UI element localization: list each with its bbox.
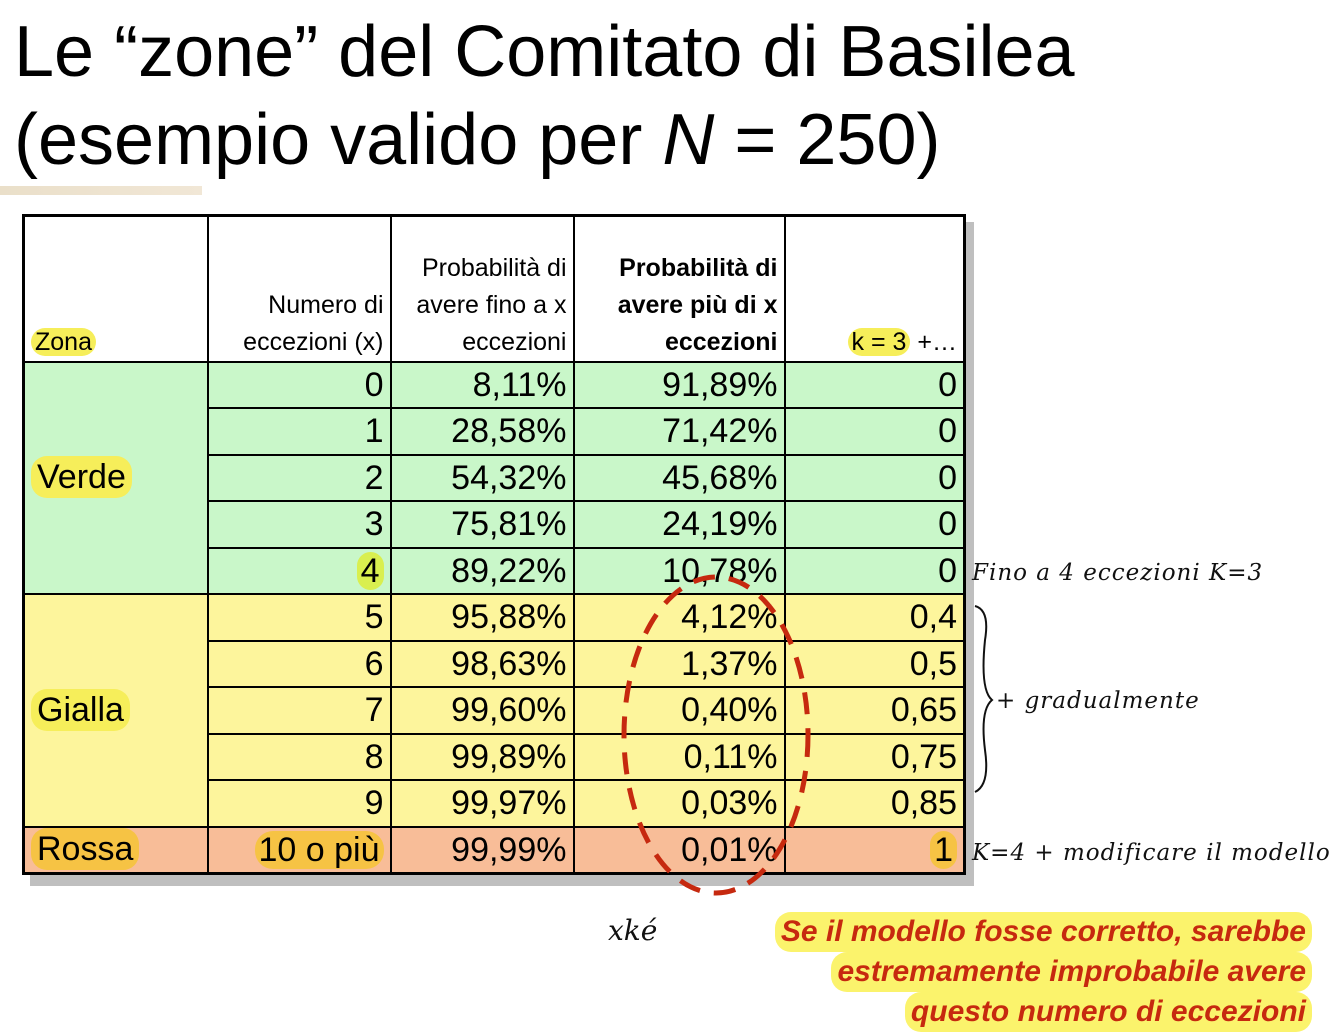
cell-k: 0,85 <box>785 780 965 827</box>
cell-prob-piu: 0,11% <box>574 734 785 781</box>
cell-x: 9 <box>208 780 391 827</box>
header-prob-fino-line-2: avere fino a x <box>416 290 567 319</box>
cell-x: 6 <box>208 641 391 688</box>
header-zona-label: Zona <box>31 328 96 356</box>
header-k-suffix: +… <box>910 327 957 356</box>
cell-k: 0 <box>785 548 965 595</box>
cell-x: 7 <box>208 687 391 734</box>
header-k-prefix: k = 3 <box>848 328 911 356</box>
cell-prob-piu: 91,89% <box>574 362 785 409</box>
zone-rossa-label: Rossa <box>31 828 139 870</box>
cell-k: 0,65 <box>785 687 965 734</box>
cell-prob-fino: 98,63% <box>391 641 574 688</box>
cell-x: 5 <box>208 594 391 641</box>
header-prob-piu-line-2: avere più di x <box>617 290 778 319</box>
cell-k: 0 <box>785 362 965 409</box>
header-numero-line-1: Numero di <box>268 290 384 319</box>
handwritten-gialla-note: + gradualmente <box>996 688 1200 714</box>
cell-k: 0 <box>785 408 965 455</box>
cell-prob-fino: 75,81% <box>391 501 574 548</box>
cell-prob-fino: 99,60% <box>391 687 574 734</box>
cell-x-highlight: 10 o più <box>255 831 384 869</box>
cell-prob-fino: 99,97% <box>391 780 574 827</box>
cell-prob-piu: 71,42% <box>574 408 785 455</box>
note-line-1: Se il modello fosse corretto, sarebbe <box>775 912 1312 952</box>
zone-verde-label: Verde <box>31 456 132 498</box>
cell-x: 1 <box>208 408 391 455</box>
cell-k-highlight: 1 <box>930 831 957 869</box>
cell-prob-fino: 89,22% <box>391 548 574 595</box>
handwritten-rossa-note: K=4 + modificare il modello <box>972 840 1331 866</box>
handwritten-verde-note: Fino a 4 eccezioni K=3 <box>972 560 1264 586</box>
cell-k: 0,75 <box>785 734 965 781</box>
header-numero-line-2: eccezioni (x) <box>243 327 384 356</box>
cell-x: 2 <box>208 455 391 502</box>
cell-prob-fino: 8,11% <box>391 362 574 409</box>
note-line-3: questo numero di eccezioni <box>905 992 1312 1032</box>
cell-x-highlight: 4 <box>357 552 384 590</box>
header-prob-fino-line-1: Probabilità di <box>421 253 567 282</box>
cell-k: 0,5 <box>785 641 965 688</box>
cell-prob-fino: 28,58% <box>391 408 574 455</box>
cell-prob-fino: 54,32% <box>391 455 574 502</box>
cell-prob-fino: 99,99% <box>391 827 574 874</box>
cell-prob-piu: 1,37% <box>574 641 785 688</box>
cell-prob-piu: 24,19% <box>574 501 785 548</box>
cell-prob-piu: 0,03% <box>574 780 785 827</box>
cell-k: 0 <box>785 455 965 502</box>
cell-prob-piu: 10,78% <box>574 548 785 595</box>
cell-prob-fino: 95,88% <box>391 594 574 641</box>
curly-brace <box>975 606 992 792</box>
cell-x: 8 <box>208 734 391 781</box>
header-prob-piu-line-3: eccezioni <box>664 327 778 356</box>
note-line-2: estremamente improbabile avere <box>831 952 1312 992</box>
header-prob-fino-line-3: eccezioni <box>462 327 567 356</box>
title-variable-n: N <box>662 100 715 180</box>
header-prob-piu-line-1: Probabilità di <box>619 253 778 282</box>
handwritten-xke: xké <box>608 914 658 947</box>
cell-prob-piu: 45,68% <box>574 455 785 502</box>
cell-prob-piu: 0,01% <box>574 827 785 874</box>
cell-k: 0 <box>785 501 965 548</box>
cell-prob-fino: 99,89% <box>391 734 574 781</box>
cell-x: 0 <box>208 362 391 409</box>
dashed-ellipse <box>624 577 808 893</box>
cell-prob-piu: 4,12% <box>574 594 785 641</box>
title-line-1: Le “zone” del Comitato di Basilea <box>14 12 1075 92</box>
annotation-note <box>612 912 1312 1032</box>
title-line-2-prefix: (esempio valido per <box>14 100 663 180</box>
zone-gialla-label: Gialla <box>31 689 130 731</box>
cell-k: 0,4 <box>785 594 965 641</box>
cell-x: 3 <box>208 501 391 548</box>
title-line-2-suffix: = 250) <box>714 100 941 180</box>
cell-prob-piu: 0,40% <box>574 687 785 734</box>
